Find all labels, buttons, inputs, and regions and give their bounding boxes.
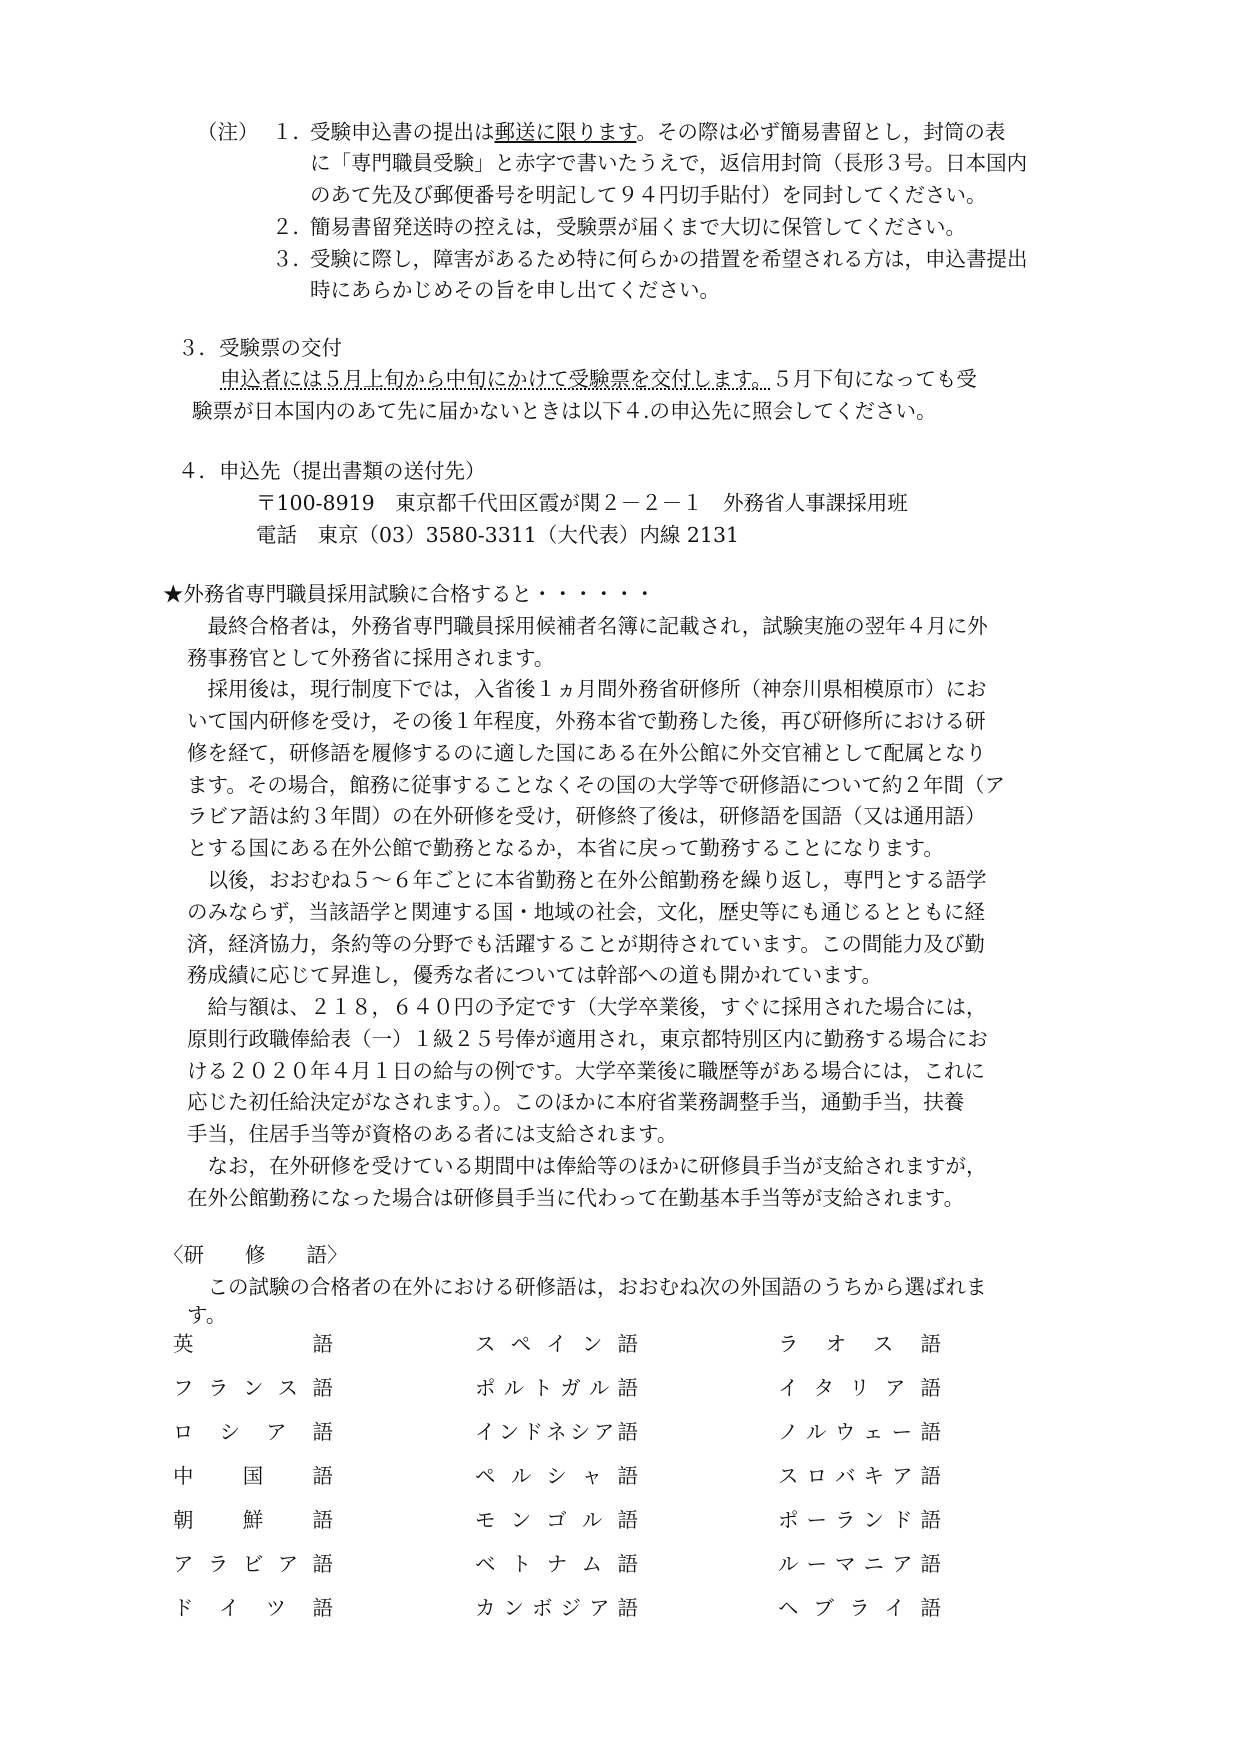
language-item: スロバキア語: [778, 1464, 941, 1488]
section-3-text-b: ５月下旬になっても受: [771, 367, 977, 391]
language-row: [173, 1547, 993, 1581]
language-item: イタリア語: [778, 1376, 941, 1400]
star-p4-line-5: 手当，住居手当等が資格のある者には支給されます。: [187, 1122, 678, 1146]
note-2-line-1: 簡易書留発送時の控えは，受験票が届くまで大切に保管してください。: [310, 215, 966, 239]
language-item: ノルウェー語: [778, 1420, 941, 1444]
note-1-line-3: のあて先及び郵便番号を明記して９４円切手貼付）を同封してください。: [310, 183, 987, 207]
star-p1-line-1: 最終合格者は，外務省専門職員採用候補者名簿に記載され，試験実施の翌年４月に外: [187, 614, 988, 638]
section-3-line-2: 験票が日本国内のあて先に届かないときは以下４.の申込先に照会してください。: [192, 399, 937, 423]
star-p3-line-2: のみならず，当該語学と関連する国・地域の社会，文化，歴史等にも通じるとともに経: [187, 900, 985, 924]
note-3-number: ３．: [272, 247, 313, 271]
section-4-address: 〒100-8919 東京都千代田区霞が関２－２－１ 外務省人事課採用班: [256, 491, 908, 515]
language-item: モンゴル語: [475, 1508, 638, 1532]
star-p2-line-3: 修を経て，研修語を履修するのに適した国にある在外公館に外交官補として配属となり: [187, 741, 987, 765]
note-1-number: １．: [272, 120, 313, 144]
star-p2-line-4: ます。その場合，館務に従事することなくその国の大学等で研修語について約２年間（ア: [187, 773, 1005, 797]
section-4-phone: 電話 東京（03）3580-3311（大代表）内線 2131: [256, 523, 740, 547]
language-row: [173, 1327, 993, 1361]
language-item: ポーランド語: [778, 1508, 941, 1532]
star-p2-line-6: とする国にある在外公館で勤務となるか，本省に戻って勤務することになります。: [187, 836, 944, 860]
language-item: 英語: [173, 1332, 333, 1356]
star-p3-line-3: 済，経済協力，条約等の分野でも活躍することが期待されています。この間能力及び勤: [187, 932, 985, 956]
language-row: [173, 1371, 993, 1405]
note-2-number: ２．: [272, 215, 313, 239]
note-1-text-b: 。その際は必ず簡易書留とし，封筒の表: [636, 120, 1006, 144]
star-p3-line-1: 以後，おおむね５～６年ごとに本省勤務と在外公館勤務を繰り返し，専門とする語学: [187, 868, 987, 892]
language-item: ポルトガル語: [475, 1376, 638, 1400]
note-3-line-1: 受験に際し，障害があるため特に何らかの措置を希望される方は，申込書提出: [310, 247, 1028, 271]
star-p1-line-2: 務事務官として外務省に採用されます。: [187, 646, 555, 670]
language-row: [173, 1503, 993, 1537]
language-item: ラオス語: [778, 1332, 941, 1356]
language-item: 中国語: [173, 1464, 333, 1488]
language-item: スペイン語: [475, 1332, 638, 1356]
language-item: ルーマニア語: [778, 1552, 941, 1576]
star-p5-line-2: 在外公館勤務になった場合は研修員手当に代わって在勤基本手当等が支給されます。: [187, 1186, 965, 1210]
star-p2-line-2: いて国内研修を受け，その後１年程度，外務本省で勤務した後，再び研修所における研: [187, 709, 986, 733]
notes-label: [197, 117, 259, 147]
language-item: カンボジア語: [475, 1596, 638, 1620]
language-row: [173, 1415, 993, 1449]
language-item: フランス語: [173, 1376, 333, 1400]
star-p4-line-4: 応じた初任給決定がなされます。）。このほかに本府省業務調整手当，通勤手当，扶養: [187, 1090, 965, 1114]
language-row: [173, 1459, 993, 1493]
language-item: ドイツ語: [173, 1596, 333, 1620]
language-item: インドネシア語: [475, 1420, 638, 1444]
section-3-line-1: [220, 364, 977, 394]
training-intro-line-1: この試験の合格者の在外における研修語は，おおむね次の外国語のうちから選ばれま: [187, 1275, 987, 1299]
training-heading: 〈研 修 語〉: [163, 1243, 348, 1267]
training-intro-line-2: す。: [187, 1303, 227, 1327]
star-p2-line-5: ラビア語は約３年間）の在外研修を受け，研修終了後は，研修語を国語（又は通用語）: [187, 804, 986, 828]
note-1-line-1: [310, 117, 1005, 147]
language-item: ペルシャ語: [475, 1464, 638, 1488]
language-item: ベトナム語: [475, 1552, 638, 1576]
note-1-underlined: 郵送に限ります: [494, 120, 637, 144]
star-p2-line-1: 採用後は，現行制度下では，入省後１ヵ月間外務省研修所（神奈川県相模原市）にお: [187, 677, 987, 701]
note-1-text-a: 受験申込書の提出は: [310, 120, 495, 144]
section-3-underlined: 申込者には５月上旬から中旬にかけて受験票を交付します。: [220, 367, 772, 391]
note-1-line-2: に「専門職員受験」と赤字で書いたうえで，返信用封筒（長形３号。日本国内: [310, 151, 1028, 175]
language-item: ロシア語: [173, 1420, 333, 1444]
star-p5-line-1: なお，在外研修を受けている期間中は俸給等のほかに研修員手当が支給されますが，: [187, 1154, 987, 1178]
star-p4-line-3: ける２０２０年４月１日の給与の例です。大学卒業後に職歴等がある場合には，これに: [187, 1059, 985, 1083]
star-section-heading: ★外務省専門職員採用試験に合格すると・・・・・・: [163, 582, 655, 606]
section-4-heading: ４．申込先（提出書類の送付先）: [178, 459, 486, 483]
star-p4-line-1: 給与額は、２１８，６４０円の予定です（大学卒業後，すぐに採用された場合には，: [187, 995, 987, 1019]
language-row: [173, 1591, 993, 1625]
star-p3-line-4: 務成績に応じて昇進し，優秀な者については幹部への道も開かれています。: [187, 963, 882, 987]
section-3-heading: ３．受験票の交付: [178, 336, 342, 360]
notes-label-text: （注）: [197, 120, 259, 144]
note-3-line-2: 時にあらかじめその旨を申し出てください。: [310, 278, 720, 302]
star-p4-line-2: 原則行政職俸給表（一）１級２５号俸が適用され，東京都特別区内に勤務する場合にお: [187, 1027, 988, 1051]
language-item: ヘブライ語: [778, 1596, 941, 1620]
language-item: アラビア語: [173, 1552, 333, 1576]
language-item: 朝鮮語: [173, 1508, 333, 1532]
